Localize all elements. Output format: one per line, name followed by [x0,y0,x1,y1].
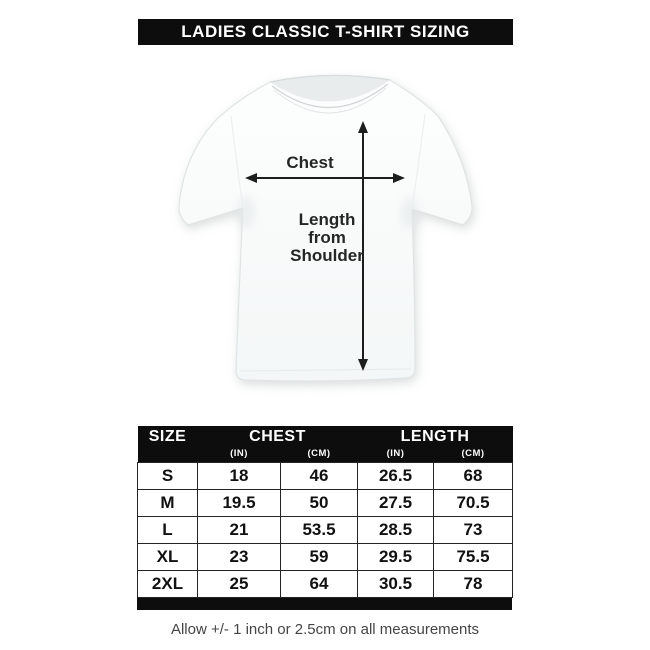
chest-measure-label: Chest [286,153,334,172]
length-cm-cell: 70.5 [434,489,513,516]
col-header-size: SIZE [138,426,198,447]
length-cm-cell: 68 [434,462,513,489]
length-in-cell: 26.5 [358,462,434,489]
length-label-line-1: Length [298,210,356,229]
table-row-l [138,516,513,543]
col-header-length: LENGTH [358,426,513,447]
length-in-cell: 29.5 [358,543,434,570]
length-in-cell: 27.5 [358,489,434,516]
length-label-line-3: Shoulder [290,246,364,265]
length-measure-label [277,211,377,265]
length-in-cell: 30.5 [358,570,434,597]
page-title: LADIES CLASSIC T-SHIRT SIZING [138,19,513,45]
chest-in-cell: 19.5 [198,489,281,516]
chest-cm-cell: 53.5 [281,516,358,543]
table-row-s [138,462,513,489]
length-label-line-2: from [308,228,346,247]
unit-chest-cm: (CM) [281,447,358,462]
unit-spacer [138,447,198,462]
table-row-2xl [138,570,513,597]
chest-in-cell: 21 [198,516,281,543]
unit-chest-in: (IN) [198,447,281,462]
chest-cm-cell: 50 [281,489,358,516]
chest-in-cell: 25 [198,570,281,597]
length-in-cell: 28.5 [358,516,434,543]
table-bottom-band [137,598,512,610]
size-cell: S [138,462,198,489]
chest-cm-cell: 46 [281,462,358,489]
size-cell: XL [138,543,198,570]
size-cell: M [138,489,198,516]
unit-length-in: (IN) [358,447,434,462]
unit-length-cm: (CM) [434,447,513,462]
chest-cm-cell: 64 [281,570,358,597]
chest-in-cell: 18 [198,462,281,489]
table-row-m [138,489,513,516]
length-cm-cell: 75.5 [434,543,513,570]
size-cell: L [138,516,198,543]
chest-cm-cell: 59 [281,543,358,570]
size-table-header [138,426,513,462]
size-table-container [137,426,512,610]
length-cm-cell: 73 [434,516,513,543]
size-table [137,426,513,598]
col-header-chest: CHEST [198,426,358,447]
table-row-xl [138,543,513,570]
size-cell: 2XL [138,570,198,597]
tolerance-footnote: Allow +/- 1 inch or 2.5cm on all measurements [170,621,480,638]
length-cm-cell: 78 [434,570,513,597]
chest-in-cell: 23 [198,543,281,570]
